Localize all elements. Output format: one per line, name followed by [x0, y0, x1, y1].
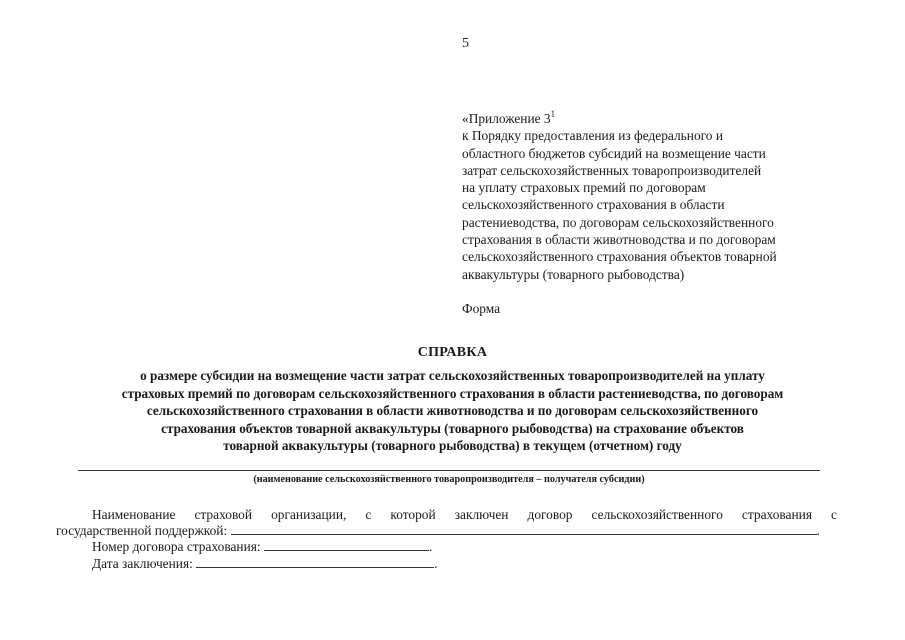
- appendix-line-3: областного бюджетов субсидий на возмещение части: [462, 145, 766, 161]
- insurer-name-input-line[interactable]: [231, 522, 817, 535]
- appendix-line-5: на уплату страховых премий по договорам: [462, 180, 706, 196]
- contract-number-row: [92, 538, 432, 555]
- conclusion-date-row: [92, 555, 438, 572]
- appendix-line-10: аквакультуры (товарного рыбоводства): [462, 266, 685, 282]
- subtitle-line-3: сельскохозяйственного страхования в области животноводства и по договорам сельскохозяйственного: [146, 403, 759, 419]
- appendix-line-2: к Порядку предоставления из федерального и: [462, 128, 724, 144]
- subtitle-line-1: о размере субсидии на возмещение части затрат сельскохозяйственных товаропроизводителей на уплату: [140, 368, 765, 383]
- date-terminator: .: [434, 556, 438, 571]
- appendix-line-8: страхования в области животноводства и по договорам: [462, 232, 776, 248]
- insurer-terminator: .: [816, 523, 820, 538]
- subtitle-line-2: страховых премий по договорам сельскохозяйственного страхования в области растениеводства, по договорам: [121, 385, 784, 401]
- insurer-field-row: [56, 522, 820, 539]
- appendix-line-7: растениеводства, по договорам сельскохозяйственного: [462, 214, 774, 230]
- appendix-line-6: сельскохозяйственного страхования в области: [462, 197, 725, 213]
- contract-number-input-line[interactable]: [264, 538, 429, 551]
- subtitle-line-4: страхования объектов товарной аквакультуры (товарного рыбоводства) на страхование объектов: [161, 420, 744, 436]
- subtitle-line-5: товарной аквакультуры (товарного рыбоводства) в текущем (отчетном) году: [223, 438, 682, 454]
- insurer-label-line-1: Наименование страховой организации, с которой заключен договор сельскохозяйственного страхования с: [92, 507, 837, 522]
- page-number: 5: [462, 36, 469, 51]
- contract-terminator: .: [428, 539, 433, 554]
- conclusion-date-input-line[interactable]: [196, 555, 434, 568]
- appendix-line-1: «Приложение $3^1$: [462, 109, 556, 126]
- form-label: Форма: [462, 301, 501, 316]
- conclusion-date-label: Дата заключения:: [92, 556, 193, 571]
- contract-number-label: Номер договора страхования:: [92, 539, 261, 554]
- document-subtitle: [40, 367, 865, 455]
- organization-name-caption: (наименование сельскохозяйственного товаропроизводителя – получателя субсидии): [253, 474, 645, 485]
- appendix-superscript: 1: [550, 109, 556, 119]
- document-title: СПРАВКА: [417, 345, 488, 360]
- organization-name-line[interactable]: [78, 470, 820, 471]
- insurer-label-line-2: государственной поддержкой:: [56, 523, 228, 538]
- appendix-line-9: сельскохозяйственного страхования объектов товарной: [462, 249, 777, 265]
- appendix-line-4: затрат сельскохозяйственных товаропроизводителей: [462, 162, 762, 178]
- appendix-header: [462, 110, 842, 283]
